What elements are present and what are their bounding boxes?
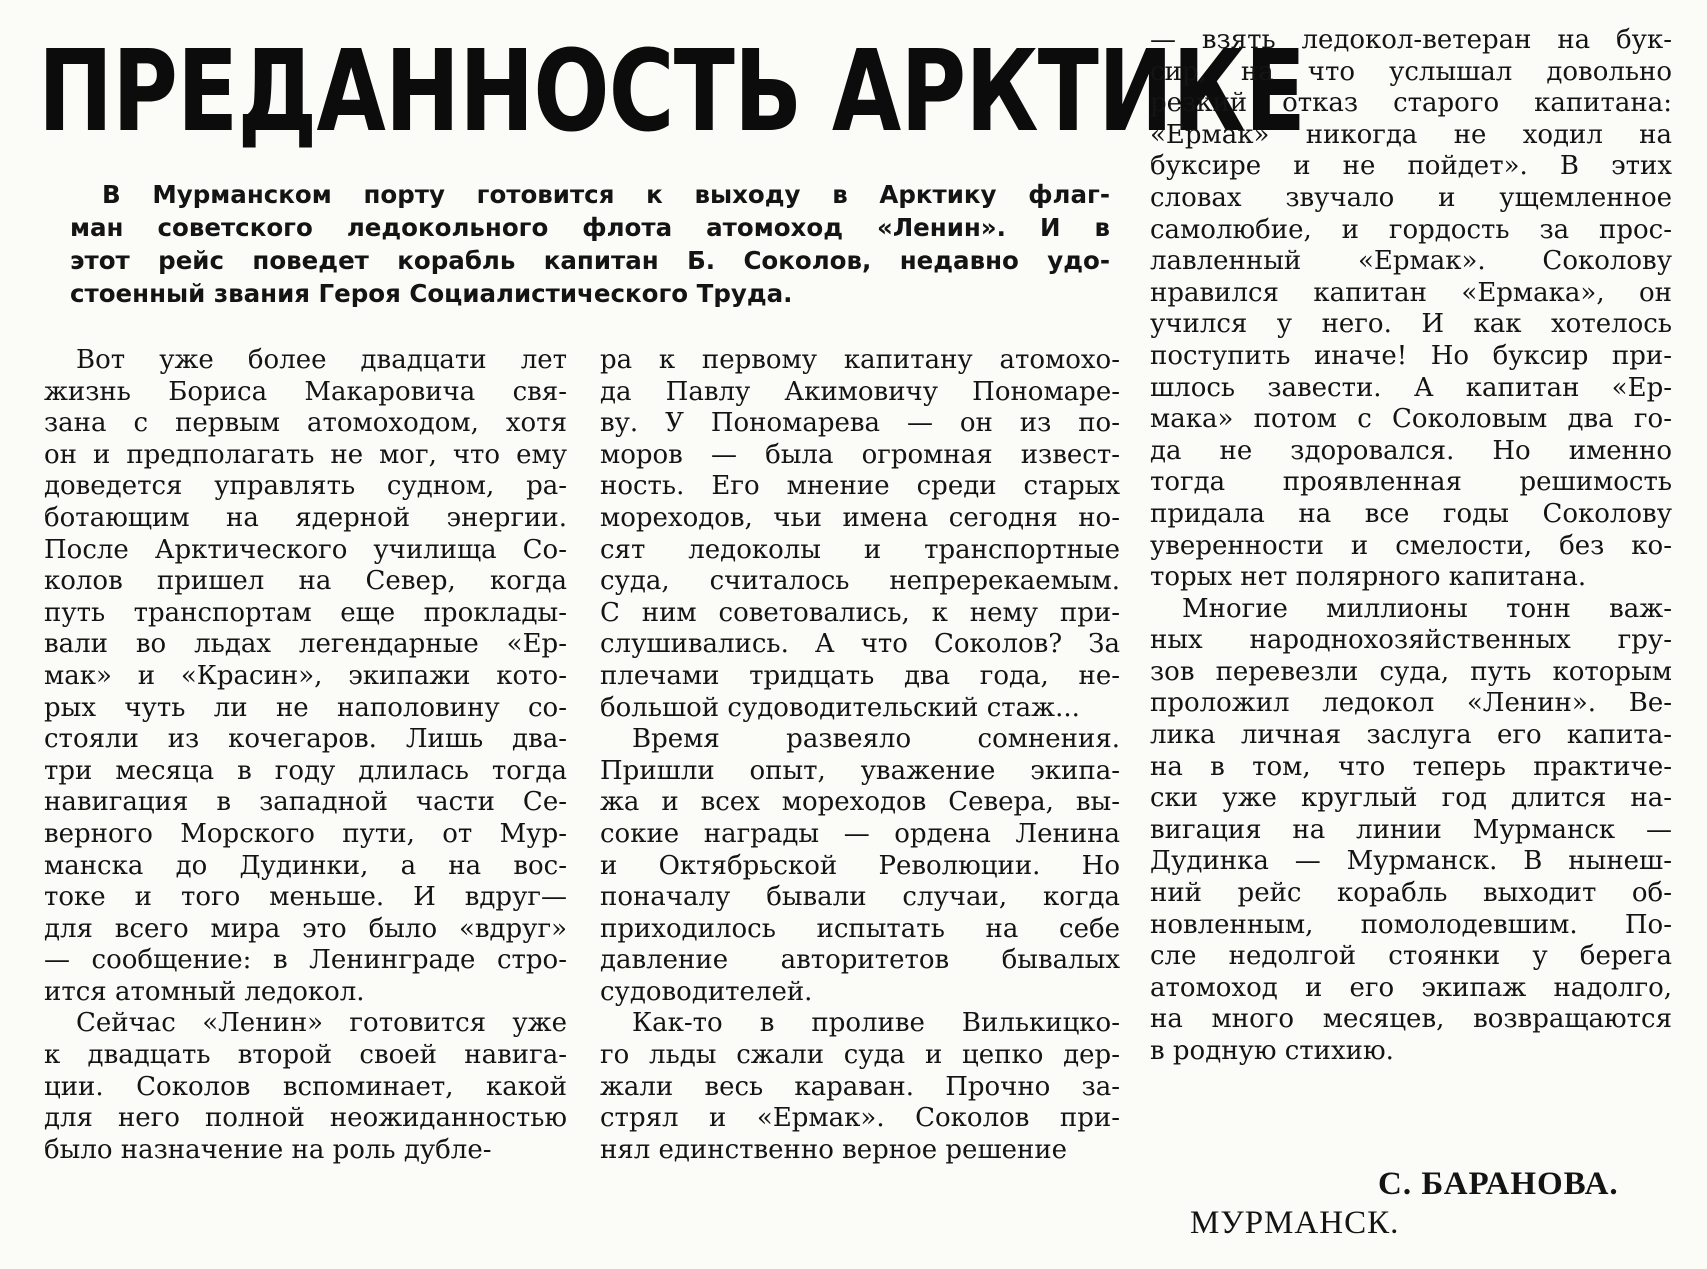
column-2-line: судоводителей.: [600, 976, 813, 1007]
article-column-1: [44, 345, 567, 1166]
column-3-line: самолюбие, и гордость за прос-: [1150, 214, 1672, 245]
column-1-line: Вот уже более двадцати лет: [76, 345, 567, 375]
column-1-line: для всего мира это было «вдруг»: [44, 913, 567, 944]
column-3-line: поступить иначе! Но буксир при-: [1150, 340, 1672, 371]
column-1-line: После Арктического училища Со-: [44, 534, 567, 565]
column-1-line: для него полной неожиданностью: [44, 1103, 567, 1134]
column-1-line: Сейчас «Ленин» готовится уже: [76, 1008, 567, 1039]
column-2-line: суда, считалось непререкаемым.: [600, 566, 1120, 597]
column-2-line: ву. У Пономарева — он из по-: [600, 408, 1120, 439]
column-1-line: ботающим на ядерной энергии.: [44, 502, 567, 533]
column-2-line: моров — была огромная извест-: [600, 439, 1120, 470]
column-2-line: сят ледоколы и транспортные: [600, 534, 1120, 565]
column-3-line: новленным, помолодевшим. По-: [1150, 909, 1672, 940]
column-1-line: три месяца в году длилась тогда: [44, 755, 567, 786]
column-1-line: токе и того меньше. И вдруг—: [44, 882, 567, 913]
column-2-line: нял единственно верное решение: [600, 1134, 1068, 1165]
column-1-line: доведется управлять судном, ра-: [44, 471, 567, 502]
column-1-line: — сообщение: в Ленинграде стро-: [44, 945, 567, 976]
column-3-line: ных народнохозяйственных гру-: [1150, 625, 1672, 656]
column-3-line: словах звучало и ущемленное: [1150, 182, 1672, 213]
column-3-line: придала на все годы Соколову: [1150, 498, 1672, 529]
column-3-line: ски уже круглый год длится на-: [1150, 783, 1672, 814]
column-3-line: — взять ледокол-ветеран на бук-: [1150, 25, 1672, 55]
column-1-line: он и предполагать не мог, что ему: [44, 439, 567, 470]
column-2-line: го льды сжали суда и цепко дер-: [600, 1040, 1120, 1071]
column-3-line: зов перевезли суда, путь которым: [1150, 656, 1672, 687]
column-2-line: давление авторитетов бывалых: [600, 945, 1120, 976]
column-3-line: лавленный «Ермак». Соколову: [1150, 246, 1672, 277]
column-2-line: Пришли опыт, уважение экипа-: [600, 755, 1120, 786]
column-1-line: вали во льдах легендарные «Ер-: [44, 629, 567, 660]
column-2-line: да Павлу Акимовичу Пономаре-: [600, 376, 1120, 407]
column-3-line: сир, на что услышал довольно: [1150, 56, 1672, 87]
column-1-line: рых чуть ли не наполовину со-: [44, 692, 567, 723]
column-2-line: Время развеяло сомнения.: [632, 724, 1120, 755]
column-3-line: «Ермак» никогда не ходил на: [1150, 119, 1672, 150]
column-1-line: жизнь Бориса Макаровича свя-: [44, 376, 567, 407]
lead-line: ман советского ледокольного флота атомоход «Ленин». И в: [70, 213, 1110, 242]
column-2-line: жа и всех мореходов Севера, вы-: [600, 787, 1120, 818]
column-1-line: ции. Соколов вспоминает, какой: [44, 1071, 567, 1102]
column-3-line: нравился капитан «Ермака», он: [1150, 277, 1672, 308]
column-3-line: лика личная заслуга его капита-: [1150, 720, 1672, 751]
column-3-line: сле недолгой стоянки у берега: [1150, 941, 1672, 972]
column-1-line: к двадцать второй своей навига-: [44, 1040, 567, 1071]
column-1-line: ится атомный ледокол.: [44, 976, 365, 1007]
column-1-line: путь транспортам еще проклады-: [44, 597, 567, 628]
column-2-line: С ним советовались, к нему при-: [600, 597, 1120, 628]
column-1-line: колов пришел на Север, когда: [44, 566, 567, 597]
column-3-line: на в том, что теперь практиче-: [1150, 751, 1672, 782]
column-1-line: было назначение на роль дубле-: [44, 1134, 492, 1165]
column-1-line: манска до Дудинки, а на вос-: [44, 850, 567, 881]
article-column-2: [600, 345, 1120, 1166]
column-1-line: мак» и «Красин», экипажи кото-: [44, 660, 567, 691]
column-3-line: да не здоровался. Но именно: [1150, 435, 1672, 466]
column-3-line: на много месяцев, возвращаются: [1150, 1004, 1672, 1035]
column-3-line: вигация на линии Мурманск —: [1150, 814, 1672, 845]
column-2-line: сокие награды — ордена Ленина: [600, 818, 1120, 849]
column-2-line: ра к первому капитану атомохо-: [600, 345, 1120, 375]
column-2-line: приходилось испытать на себе: [600, 913, 1120, 944]
column-3-line: учился у него. И как хотелось: [1150, 309, 1672, 340]
column-2-line: и Октябрьской Революции. Но: [600, 850, 1120, 881]
column-3-line: уверенности и смелости, без ко-: [1150, 530, 1672, 561]
column-3-line: резкий отказ старого капитана:: [1150, 88, 1672, 119]
column-1-line: стояли из кочегаров. Лишь два-: [44, 724, 567, 755]
lead-paragraph: [70, 178, 1110, 310]
column-3-line: Многие миллионы тонн важ-: [1182, 593, 1672, 624]
column-2-line: жали весь караван. Прочно за-: [600, 1071, 1120, 1102]
column-2-line: слушивались. А что Соколов? За: [600, 629, 1120, 660]
column-1-line: навигация в западной части Се-: [44, 787, 567, 818]
column-3-line: ний рейс корабль выходит об-: [1150, 878, 1672, 909]
lead-line: этот рейс поведет корабль капитан Б. Соколов, недавно удо-: [70, 246, 1110, 275]
column-3-line: Дудинка — Мурманск. В нынеш-: [1150, 846, 1672, 877]
author-signature: С. БАРАНОВА.: [1378, 1166, 1619, 1202]
lead-line: В Мурманском порту готовится к выходу в Арктику флаг-: [102, 180, 1110, 209]
column-3-line: буксире и не пойдет». В этих: [1150, 151, 1672, 182]
column-2-line: мореходов, чьи имена сегодня но-: [600, 502, 1120, 533]
column-2-line: большой судоводительский стаж...: [600, 692, 1080, 723]
column-3-line: тогда проявленная решимость: [1150, 467, 1672, 498]
column-2-line: поначалу бывали случаи, когда: [600, 882, 1120, 913]
column-2-line: ность. Его мнение среди старых: [600, 471, 1120, 502]
column-1-line: зана с первым атомоходом, хотя: [44, 408, 567, 439]
column-3-line: в родную стихию.: [1150, 1036, 1394, 1066]
column-2-line: Как-то в проливе Вилькицко-: [632, 1008, 1120, 1039]
column-1-line: верного Морского пути, от Мур-: [44, 818, 567, 849]
column-2-line: плечами тридцать два года, не-: [600, 660, 1120, 691]
column-3-line: мака» потом с Соколовым два го-: [1150, 404, 1672, 435]
column-3-line: торых нет полярного капитана.: [1150, 562, 1587, 593]
column-2-line: стрял и «Ермак». Соколов при-: [600, 1103, 1120, 1134]
column-3-line: проложил ледокол «Ленин». Ве-: [1150, 688, 1672, 719]
headline: ПРЕДАННОСТЬ АРКТИКЕ: [38, 27, 1306, 157]
dateline-city: МУРМАНСК.: [1190, 1205, 1400, 1241]
article-column-3: [1150, 25, 1672, 1068]
lead-line: стоенный звания Героя Социалистического Труда.: [70, 279, 793, 308]
column-3-line: атомоход и его экипаж надолго,: [1150, 972, 1672, 1003]
column-3-line: шлось завести. А капитан «Ер-: [1150, 372, 1672, 403]
